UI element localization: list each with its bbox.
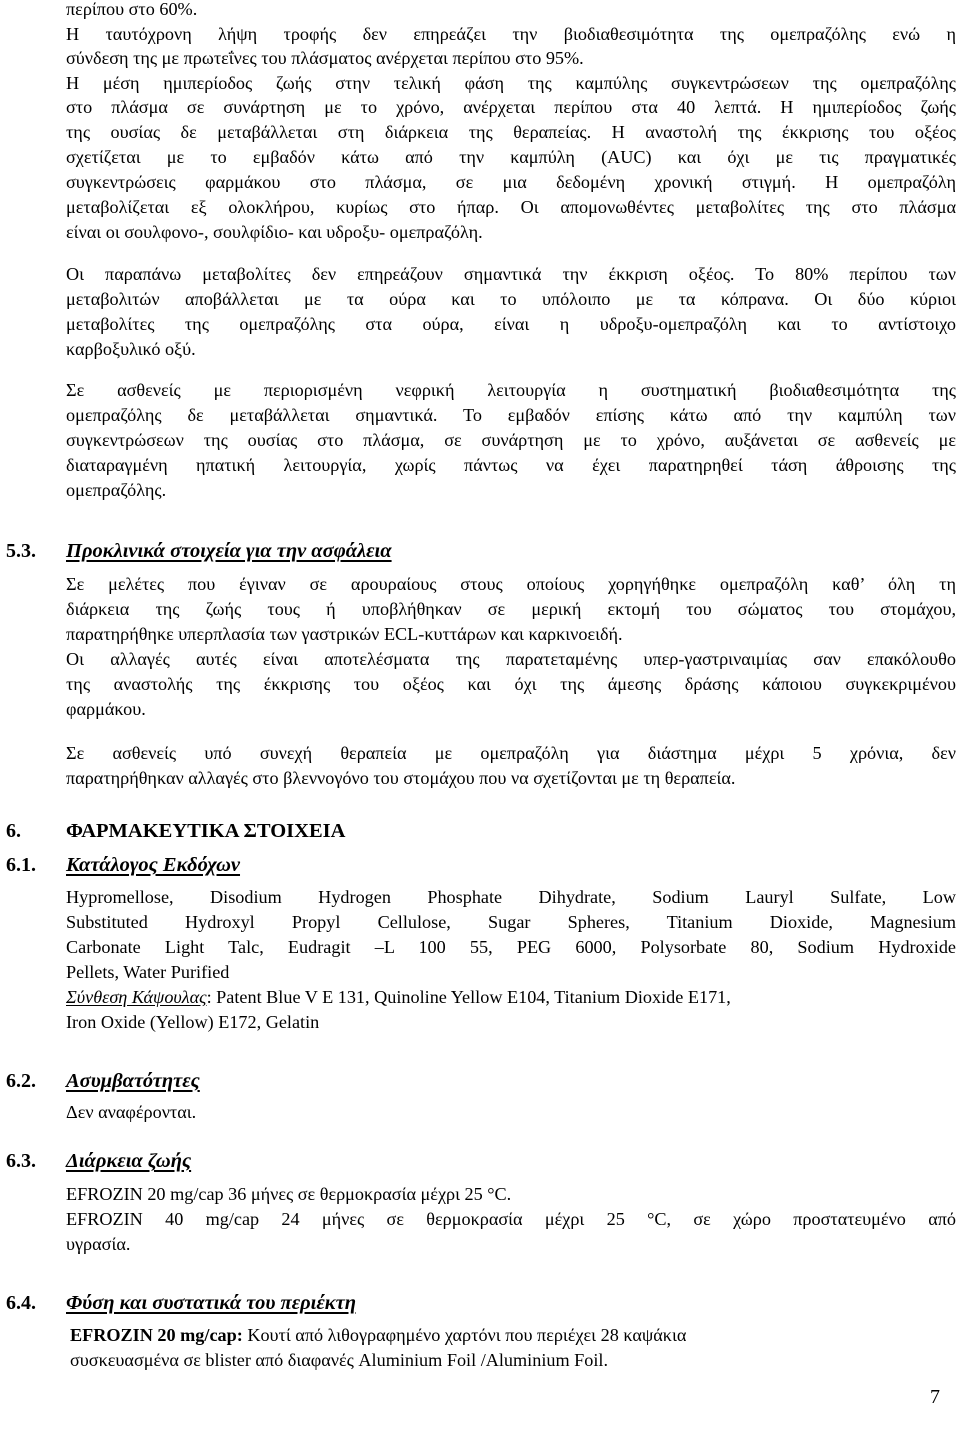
text-line: Carbonate Light Talc, Eudragit –L 100 55, PEG 6000, Polysorbate 80, Sodium Hydroxide bbox=[66, 937, 956, 957]
text-line: είναι οι σουλφονο-, σουλφίδιο- και υδροξυ- ομεπραζόλη. bbox=[66, 222, 483, 242]
page-number: 7 bbox=[930, 1386, 940, 1408]
text-line: Substituted Hydroxyl Propyl Cellulose, Sugar Spheres, Titanium Dioxide, Magnesium bbox=[66, 912, 956, 932]
text-line: μεταβολίτες της ομεπραζόλης στα ούρα, είναι η υδροξυ-ομεπραζόλη και το αντίστοιχο bbox=[66, 314, 956, 334]
section-heading: Προκλινικά στοιχεία για την ασφάλεια bbox=[66, 540, 392, 562]
product-label: EFROZIN 20 mg/cap: bbox=[70, 1325, 243, 1345]
text-line: μεταβολιτών αποβάλλεται με τα ούρα και το υπόλοιπο με τα κόπρανα. Οι δύο κύριοι bbox=[66, 289, 956, 309]
text-line: μεταβολίζεται εξ ολοκλήρου, κυρίως στο ήπαρ. Οι απομονωθέντες μεταβολίτες της στο πλάσμα bbox=[66, 197, 956, 217]
text-line: της ουσίας δε μεταβάλλεται στη διάρκεια της θεραπείας. Η αναστολή της έκκρισης του οξέος bbox=[66, 122, 956, 142]
text-line: της αναστολής της έκκρισης του οξέος και όχι της άμεσης δράσης κάποιου συγκεκριμένου bbox=[66, 674, 956, 694]
text-line: Pellets, Water Purified bbox=[66, 962, 230, 982]
text-line: συγκεντρώσεις φαρμάκου στο πλάσμα, σε μια δεδομένη χρονική στιγμή. Η ομεπραζόλη bbox=[66, 172, 956, 192]
container-description bbox=[70, 1323, 686, 1347]
text-line: Δεν αναφέρονται. bbox=[66, 1102, 197, 1122]
text-line: διαταραγμένη ηπατική λειτουργία, χωρίς πάντως να έχει παρατηρηθεί τάση άθροισης της bbox=[66, 455, 956, 475]
text-line: EFROZIN 20 mg/cap 36 μήνες σε θερμοκρασία μέχρι 25 °C. bbox=[66, 1184, 512, 1204]
section-number: 6. bbox=[6, 820, 21, 842]
text-line: Η μέση ημιπερίοδος ζωής στην τελική φάση της καμπύλης συγκεντρώσεων της ομεπραζόλης bbox=[66, 73, 956, 93]
text-line: παρατηρήθηκαν αλλαγές στο βλεννογόνο του στομάχου που να σχετίζονται με τη θεραπεία. bbox=[66, 768, 736, 788]
text-line: Iron Oxide (Yellow) E172, Gelatin bbox=[66, 1012, 320, 1032]
text-line: Hypromellose, Disodium Hydrogen Phosphate Dihydrate, Sodium Lauryl Sulfate, Low bbox=[66, 887, 956, 907]
text-line: EFROZIN 40 mg/cap 24 μήνες σε θερμοκρασία μέχρι 25 °C, σε χώρο προστατευμένο από bbox=[66, 1209, 956, 1229]
text-line: σύνδεση της με πρωτεΐνες του πλάσματος ανέρχεται περίπου στο 95%. bbox=[66, 48, 584, 68]
text-line: Οι αλλαγές αυτές είναι αποτελέσματα της παρατεταμένης υπερ-γαστριναιμίας σαν επακόλουθο bbox=[66, 649, 956, 669]
section-number: 6.2. bbox=[6, 1070, 36, 1092]
text-line: στο πλάσμα σε συνάρτηση με το χρόνο, ανέρχεται περίπου στα 40 λεπτά. Η ημιπερίοδος ζωής bbox=[66, 97, 956, 117]
text-line: διάρκεια της ζωής τους ή υποβλήθηκαν σε μερική εκτομή του σώματος του στομάχου, bbox=[66, 599, 956, 619]
text-line: συγκεντρώσεων της ουσίας στο πλάσμα, σε συνάρτηση με το χρόνο, αυξάνεται σε ασθενείς με bbox=[66, 430, 956, 450]
text-line: ομεπραζόλης δε μεταβάλλεται σημαντικά. Το εμβαδόν επίσης κάτω από την καμπύλη των bbox=[66, 405, 956, 425]
section-heading: Ασυμβατότητες bbox=[66, 1070, 200, 1092]
section-heading: Κατάλογος Εκδόχων bbox=[66, 854, 241, 876]
text-line: καρβοξυλικό οξύ. bbox=[66, 339, 196, 359]
container-text: Κουτί από λιθογραφημένο χαρτόνι που περιέχει 28 καψάκια bbox=[242, 1325, 687, 1345]
text-line: Οι παραπάνω μεταβολίτες δεν επηρεάζουν σημαντικά την έκκριση οξέος. Το 80% περίπου των bbox=[66, 264, 956, 284]
section-heading: ΦΑΡΜΑΚΕΥΤΙΚΑ ΣΤΟΙΧΕΙΑ bbox=[66, 820, 346, 842]
text-line: Σε ασθενείς υπό συνεχή θεραπεία με ομεπραζόλη για διάστημα μέχρι 5 χρόνια, δεν bbox=[66, 743, 956, 763]
text-line: παρατηρήθηκε υπερπλασία των γαστρικών ECL-κυττάρων και καρκινοειδή. bbox=[66, 624, 623, 644]
text-line: περίπου στο 60%. bbox=[66, 0, 198, 19]
section-heading: Φύση και συστατικά του περιέκτη bbox=[66, 1292, 356, 1314]
text-line: Σε μελέτες που έγιναν σε αρουραίους στους οποίους χορηγήθηκε ομεπραζόλη καθ’ όλη τη bbox=[66, 574, 956, 594]
section-number: 5.3. bbox=[6, 540, 36, 562]
text-line: συσκευασμένα σε blister από διαφανές Aluminium Foil /Aluminium Foil. bbox=[70, 1350, 609, 1370]
text-line: σχετίζεται με το εμβαδόν κάτω από την καμπύλη (AUC) και όχι με τις πραγματικές bbox=[66, 147, 956, 167]
capsule-text: : Patent Blue V E 131, Quinoline Yellow E104, Titanium Dioxide E171, bbox=[206, 987, 731, 1007]
text-line: Σε ασθενείς με περιορισμένη νεφρική λειτουργία η συστηματική βιοδιαθεσιμότητα της bbox=[66, 380, 956, 400]
text-line: Η ταυτόχρονη λήψη τροφής δεν επηρεάζει την βιοδιαθεσιμότητα της ομεπραζόλης ενώ η bbox=[66, 24, 956, 44]
section-number: 6.3. bbox=[6, 1150, 36, 1172]
text-line: ομεπραζόλης. bbox=[66, 480, 167, 500]
text-line: υγρασία. bbox=[66, 1234, 131, 1254]
text-line: φαρμάκου. bbox=[66, 699, 146, 719]
section-number: 6.1. bbox=[6, 854, 36, 876]
section-number: 6.4. bbox=[6, 1292, 36, 1314]
section-heading: Διάρκεια ζωής bbox=[66, 1150, 192, 1172]
capsule-composition bbox=[66, 985, 956, 1009]
capsule-label: Σύνθεση Κάψουλας bbox=[66, 987, 207, 1007]
